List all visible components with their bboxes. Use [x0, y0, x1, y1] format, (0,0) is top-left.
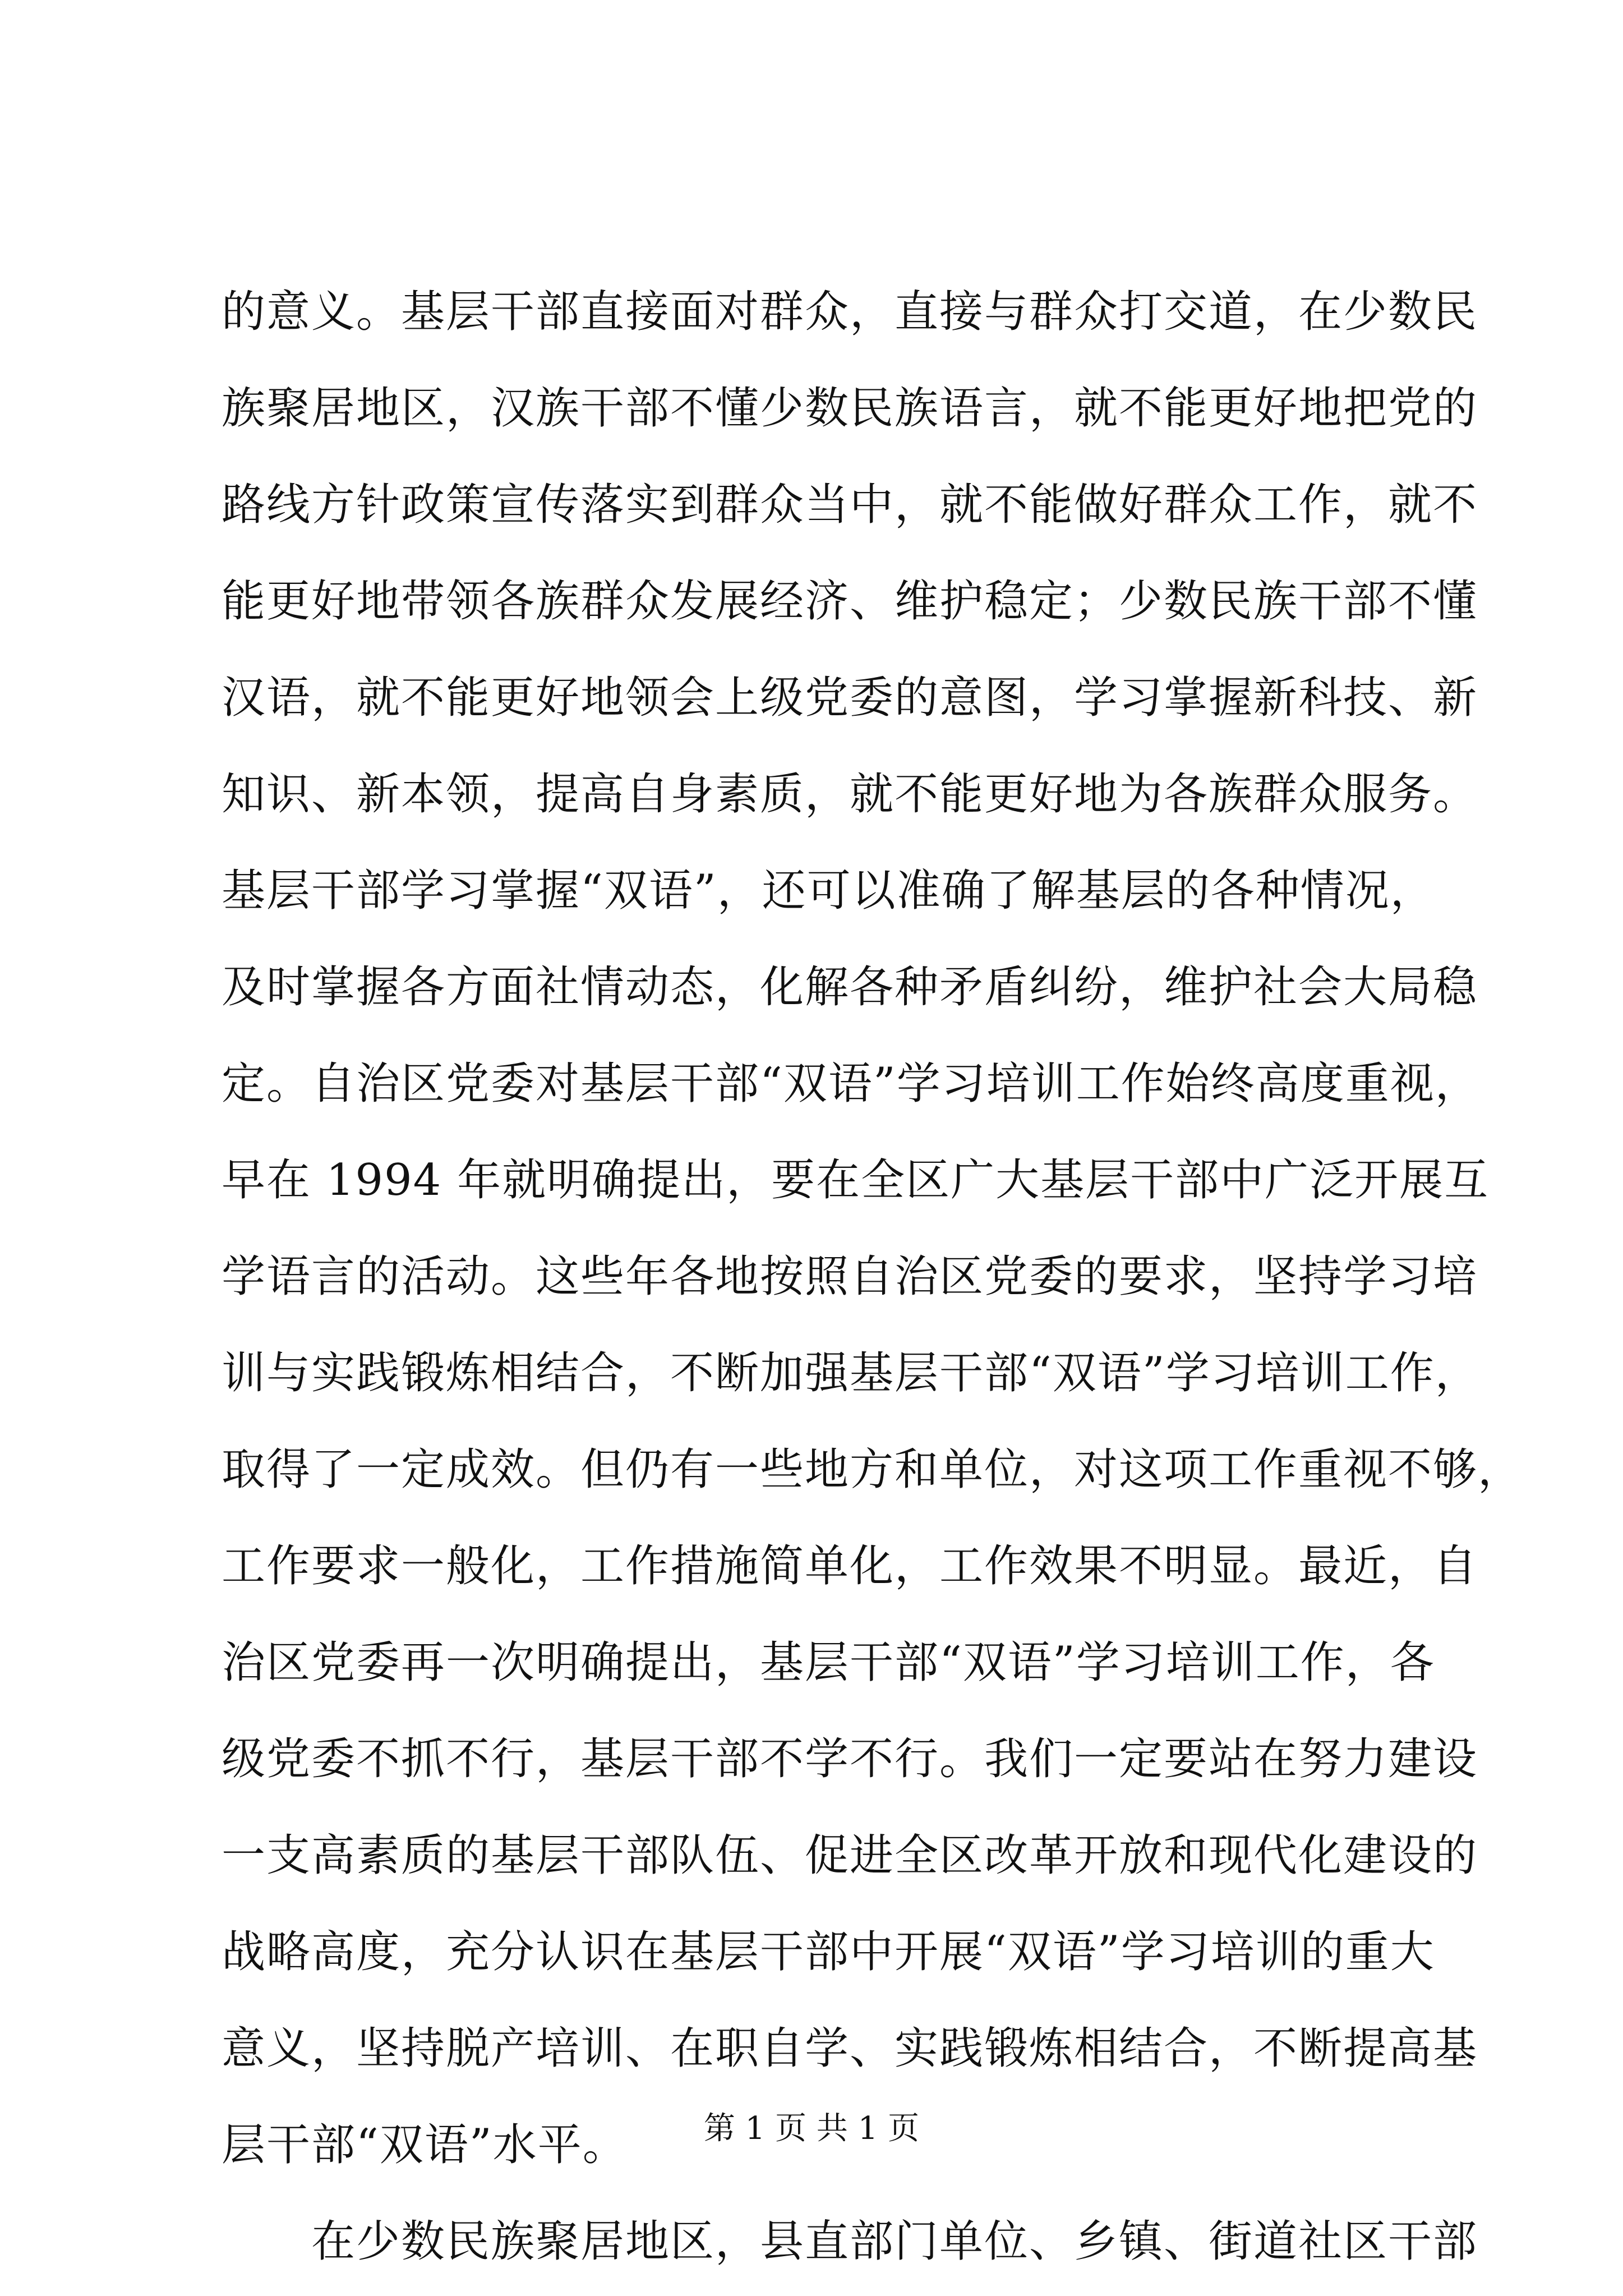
text-line: 工作要求一般化，工作措施简单化，工作效果不明显。最近，自: [222, 1541, 1478, 1591]
text-line: 级党委不抓不行，基层干部不学不行。我们一定要站在努力建设: [222, 1734, 1478, 1784]
text-line: 取得了一定成效。但仍有一些地方和单位，对这项工作重视不够，: [222, 1444, 1523, 1495]
text-line: 早在 1994 年就明确提出，要在全区广大基层干部中广泛开展互: [222, 1155, 1490, 1205]
text-line: 学语言的活动。这些年各地按照自治区党委的要求，坚持学习培: [222, 1251, 1478, 1302]
text-line: 定。自治区党委对基层干部“双语”学习培训工作始终高度重视，: [222, 1059, 1480, 1109]
text-line: 知识、新本领，提高自身素质，就不能更好地为各族群众服务。: [222, 769, 1478, 820]
text-line: 在少数民族聚居地区，县直部门单位、乡镇、街道社区干部: [311, 2216, 1478, 2267]
text-line: 能更好地带领各族群众发展经济、维护稳定；少数民族干部不懂: [222, 576, 1478, 627]
document-body: [222, 264, 1523, 2290]
text-line: 层干部“双语”水平。: [222, 2120, 628, 2170]
text-line: 基层干部学习掌握“双语”，还可以准确了解基层的各种情况，: [222, 866, 1435, 916]
text-line: 战略高度，充分认识在基层干部中开展“双语”学习培训的重大: [222, 1927, 1435, 1977]
text-line: 汉语，就不能更好地领会上级党委的意图，学习掌握新科技、新: [222, 673, 1478, 723]
paragraph-1: [222, 264, 1523, 2193]
page-number-label: 第 1 页 共 1 页: [703, 2110, 920, 2147]
text-line: 治区党委再一次明确提出，基层干部“双语”学习培训工作，各: [222, 1637, 1435, 1688]
text-line: 意义，坚持脱产培训、在职自学、实践锻炼相结合，不断提高基: [222, 2023, 1478, 2074]
text-line: 一支高素质的基层干部队伍、促进全区改革开放和现代化建设的: [222, 1830, 1478, 1881]
text-line: 训与实践锻炼相结合，不断加强基层干部“双语”学习培训工作，: [222, 1348, 1480, 1398]
text-line: 及时掌握各方面社情动态，化解各种矛盾纠纷，维护社会大局稳: [222, 962, 1478, 1013]
text-line: 路线方针政策宣传落实到群众当中，就不能做好群众工作，就不: [222, 480, 1478, 530]
page-footer: [0, 2109, 1623, 2148]
paragraph-2: [222, 2193, 1478, 2290]
text-line: 族聚居地区，汉族干部不懂少数民族语言，就不能更好地把党的: [222, 383, 1478, 434]
text-line: 的意义。基层干部直接面对群众，直接与群众打交道，在少数民: [222, 287, 1478, 337]
